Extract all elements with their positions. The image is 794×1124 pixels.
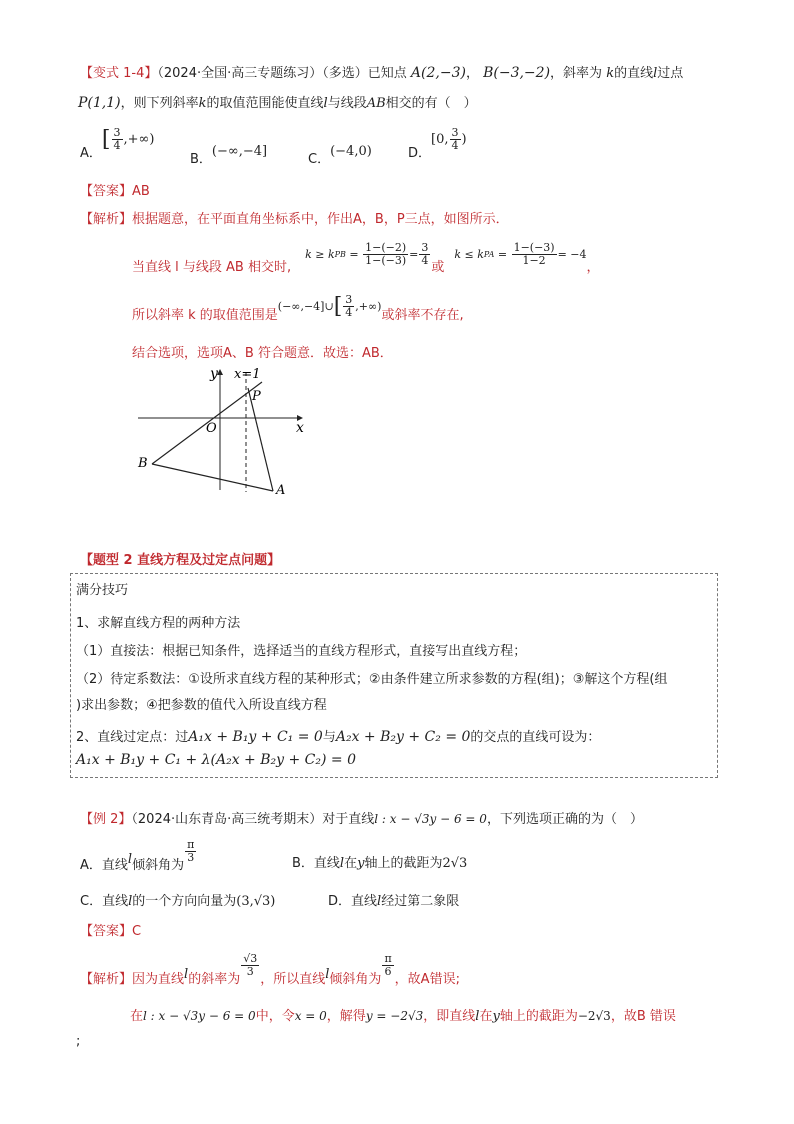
range-den: 4 <box>345 306 353 319</box>
ex2-opt-d-text2: 经过第二象限 <box>381 894 460 909</box>
pb-num: 1−(−2) <box>365 241 407 254</box>
range-tail: ,+∞) <box>355 300 382 313</box>
analysis-row4 <box>132 342 393 361</box>
analysis2-a2: 的斜率为 <box>188 972 241 987</box>
variant-type: （多选） <box>322 66 368 81</box>
answer-row <box>80 180 150 199</box>
option-a-open: [ <box>101 127 111 152</box>
analysis2-label: 【解析】 <box>80 972 133 987</box>
segment-ab: AB <box>366 96 386 111</box>
tips-title: 满分技巧 <box>76 583 129 598</box>
option-b[interactable] <box>190 140 268 167</box>
option-d-frac <box>450 127 461 152</box>
tips-m2a: （2）待定系数法：①设所求直线方程的某种形式；②由条件建立所求参数的方程(组)；③解这个方程(组 <box>76 672 668 687</box>
variant-stem7: 与线段 <box>327 96 367 111</box>
tips-m1: （1）直接法：根据已知条件，选择适当的直线方程形式，直接写出直线方程； <box>76 644 527 659</box>
frac-num: π <box>384 952 392 965</box>
ex2-opt-c-l: l <box>128 894 133 909</box>
ex2-opt-d-l: l <box>377 894 382 909</box>
frac-num: 3 <box>451 126 459 139</box>
analysis2-b7: ，故B 错误 <box>610 1009 676 1024</box>
var-l-2: l <box>323 96 328 111</box>
section2-title-text: 【题型 2 直线方程及过定点问题】 <box>80 553 281 568</box>
tips-m2b: )求出参数；④把参数的值代入所设直线方程 <box>76 698 327 713</box>
frac-num: π <box>187 838 195 851</box>
option-d-close: ) <box>461 132 467 147</box>
answer-value: AB <box>132 184 150 199</box>
sub-pb: PB <box>334 250 346 259</box>
ex2-opt-b-text3: 轴上的截距为 <box>364 856 443 871</box>
k-le: k ≤ k <box>454 248 484 261</box>
var-k: k <box>606 66 615 81</box>
x1-label: x=1 <box>234 367 261 382</box>
range-text: (−∞,−4]∪ <box>277 300 334 313</box>
analysis2-b4: ，即直线 <box>423 1009 476 1024</box>
point-a: A(2,−3) <box>410 65 466 81</box>
example2-option-a[interactable] <box>80 836 197 873</box>
option-d[interactable] <box>408 126 467 161</box>
analysis2-b5: 在 <box>479 1009 493 1024</box>
r2: = −4 <box>557 248 587 261</box>
x-label: x <box>296 420 304 436</box>
a-label: A <box>276 483 286 498</box>
option-a-frac <box>112 127 123 152</box>
analysis2-b3: ，解得 <box>326 1009 366 1024</box>
b-y: y <box>492 1009 500 1024</box>
frac-den: 6 <box>384 965 392 978</box>
analysis2-a1: 因为直线 <box>132 972 185 987</box>
example2-tail: ，下列选项正确的为（ ） <box>486 812 643 827</box>
frac-den: 3 <box>246 965 254 978</box>
analysis-line1: 根据题意，在平面直角坐标系中，作出A，B，P三点，如图所示． <box>132 212 509 227</box>
pa-den: 1−2 <box>522 254 546 267</box>
point-b: B(−3,−2) <box>483 65 551 81</box>
variant-stem5: ，则下列斜率 <box>120 96 199 111</box>
ex2-opt-a-l: l <box>127 852 133 867</box>
ex2-opt-a-frac <box>185 839 196 864</box>
sub-pa: PA <box>483 250 495 259</box>
option-a-label: A． <box>80 146 102 161</box>
analysis2-row3: ; <box>76 1034 81 1049</box>
example2-option-d[interactable] <box>328 890 459 909</box>
variant-stem2: ，斜率为 <box>550 66 603 81</box>
tips-h2a: 2、直线过定点：过 <box>76 730 189 745</box>
analysis-line4: 结合选项，选项A、B 符合题意．故选：AB． <box>132 346 393 361</box>
tips-eq-a: A₁x + B₁y + C₁ = 0 <box>188 729 323 745</box>
variant-stem: 已知点 <box>367 66 407 81</box>
option-c-text: (−4,0) <box>330 144 372 159</box>
var-l: l <box>653 66 658 81</box>
tips-h2 <box>76 726 600 745</box>
analysis2-b2: 中，令 <box>255 1009 295 1024</box>
b-label: B <box>138 456 148 471</box>
pa-frac <box>512 242 557 267</box>
tips-h1: 1、求解直线方程的两种方法 <box>76 616 241 631</box>
analysis2-b-x0: x = 0 <box>294 1009 327 1023</box>
variant-tag: 【变式 1-4】 <box>80 66 158 81</box>
b-l: l <box>475 1009 480 1024</box>
tips-eq-b: A₂x + B₂y + C₂ = 0 <box>335 729 471 745</box>
pb-frac <box>363 242 408 267</box>
option-a-tail: ,+∞) <box>123 132 155 147</box>
analysis-row3 <box>132 290 464 323</box>
eq1: = <box>409 248 419 261</box>
example2-line-eq: l : x − √3y − 6 = 0 <box>374 812 487 826</box>
analysis2-b6: 轴上的截距为 <box>499 1009 578 1024</box>
ex2-opt-b-val: 2√3 <box>442 856 468 871</box>
tips-h2b: 与 <box>322 730 336 745</box>
answer2-label: 【答案】 <box>80 924 133 939</box>
option-b-text: (−∞,−4] <box>211 144 268 159</box>
slope-frac <box>241 953 259 978</box>
answer2-row <box>80 920 141 939</box>
answer2-value: C <box>132 924 142 939</box>
a2-l: l <box>184 967 189 982</box>
analysis-row2 <box>132 234 600 275</box>
range-frac <box>343 294 354 319</box>
coordinate-figure <box>136 362 316 502</box>
analysis2-a3: ，所以直线 <box>260 972 326 987</box>
segment-ab-line <box>152 464 273 491</box>
slope-pa-expr: k ≤ k PA = $\frac{1-(-3)}{1-2}$ = −4 <box>454 241 587 267</box>
tips-h2c: 的交点的直线可设为： <box>470 730 601 745</box>
option-d-head: [0, <box>431 132 449 147</box>
variant-header: 【变式 1-4】（2024·全国·高三专题练习）（多选）已知点 A(2,−3)， B(−3,−2)，斜率为 k的直线l过点 <box>80 65 684 81</box>
analysis2-row1 <box>80 944 460 987</box>
analysis-line3b: 或斜率不存在, <box>381 308 464 323</box>
analysis2-b1: 在 <box>130 1009 144 1024</box>
variant-source: （2024·全国·高三专题练习） <box>157 66 323 81</box>
ex2-opt-c-val: (3,√3) <box>236 894 276 909</box>
option-c[interactable] <box>308 140 372 167</box>
variant-stem3: 的直线 <box>614 66 654 81</box>
k-ge: k ≥ k <box>305 248 335 261</box>
frac-den: 3 <box>187 851 195 864</box>
a3-l: l <box>325 967 330 982</box>
ex2-opt-a-text2: 倾斜角为 <box>132 858 185 873</box>
ex2-opt-b-l: l <box>339 856 345 871</box>
variant-line2 <box>78 92 477 111</box>
o-label: O <box>206 421 217 436</box>
range-expr: (−∞,−4]∪ [ $\frac{3}{4}$ ,+∞) <box>277 293 382 319</box>
range-num: 3 <box>345 293 353 306</box>
ex2-opt-b-y: y <box>357 856 365 871</box>
ex2-opt-b-text2: 在 <box>344 856 358 871</box>
r1-frac <box>419 242 430 267</box>
analysis2-row2 <box>130 1005 676 1024</box>
var-k-2: k <box>198 96 207 111</box>
example2-option-b[interactable] <box>292 852 467 871</box>
option-c-label: C． <box>308 152 331 167</box>
variant-stem4: 过点 <box>657 66 684 81</box>
analysis-line3: 所以斜率 k 的取值范围是 <box>132 308 278 323</box>
ex2-opt-c-text: C．直线 <box>80 894 129 909</box>
analysis2-b-y: y = −2√3 <box>365 1009 424 1023</box>
analysis-row1 <box>80 208 509 227</box>
analysis-line2: 当直线 l 与线段 AB 相交时, <box>132 260 292 275</box>
slope-pb-expr: k ≥ k PB = $\frac{1-(-2)}{1-(-3)}$ = $\frac{3}{4}$ <box>305 241 429 267</box>
frac-den: 4 <box>113 139 121 152</box>
analysis-label: 【解析】 <box>80 212 133 227</box>
frac-num: √3 <box>243 952 258 965</box>
option-b-label: B． <box>190 152 212 167</box>
p-label: P <box>252 389 261 404</box>
example2-source: （2024·山东青岛·高三统考期末）对于直线 <box>131 812 375 827</box>
ex2-opt-a-text: A．直线 <box>80 858 128 873</box>
tips-eq-c: A₁x + B₁y + C₁ + λ(A₂x + B₂y + C₂) = 0 <box>76 752 356 768</box>
variant-stem6: 的取值范围能使直线 <box>206 96 324 111</box>
pa-num: 1−(−3) <box>513 241 555 254</box>
variant-stem8: 相交的有（ ） <box>385 96 477 111</box>
analysis2-b-val: −2√3 <box>577 1009 611 1023</box>
r1-den: 4 <box>421 254 429 267</box>
example2-option-c[interactable] <box>80 890 275 909</box>
frac-num: 3 <box>113 126 121 139</box>
example2-tag: 【例 2】 <box>80 812 132 827</box>
analysis2-a5: ，故A错误; <box>394 972 460 987</box>
ex2-opt-c-text2: 的一个方向向量为 <box>132 894 237 909</box>
or-text: 或 <box>431 260 445 275</box>
analysis2-b-eq: l : x − √3y − 6 = 0 <box>143 1009 256 1023</box>
pb-den: 1−(−3) <box>365 254 407 267</box>
frac-den: 4 <box>451 139 459 152</box>
option-d-label: D． <box>408 146 432 161</box>
option-a[interactable] <box>80 126 155 161</box>
y-label: y <box>210 366 218 382</box>
ex2-opt-b-text: B．直线 <box>292 856 340 871</box>
section2-title <box>80 549 280 568</box>
comma: ， <box>586 260 600 275</box>
angle-frac <box>382 953 393 978</box>
answer-label: 【答案】 <box>80 184 133 199</box>
r1-num: 3 <box>421 241 429 254</box>
point-p: P(1,1) <box>78 95 121 111</box>
analysis2-a4: 倾斜角为 <box>329 972 382 987</box>
ex2-opt-d-text: D．直线 <box>328 894 378 909</box>
example2-header <box>80 808 643 827</box>
